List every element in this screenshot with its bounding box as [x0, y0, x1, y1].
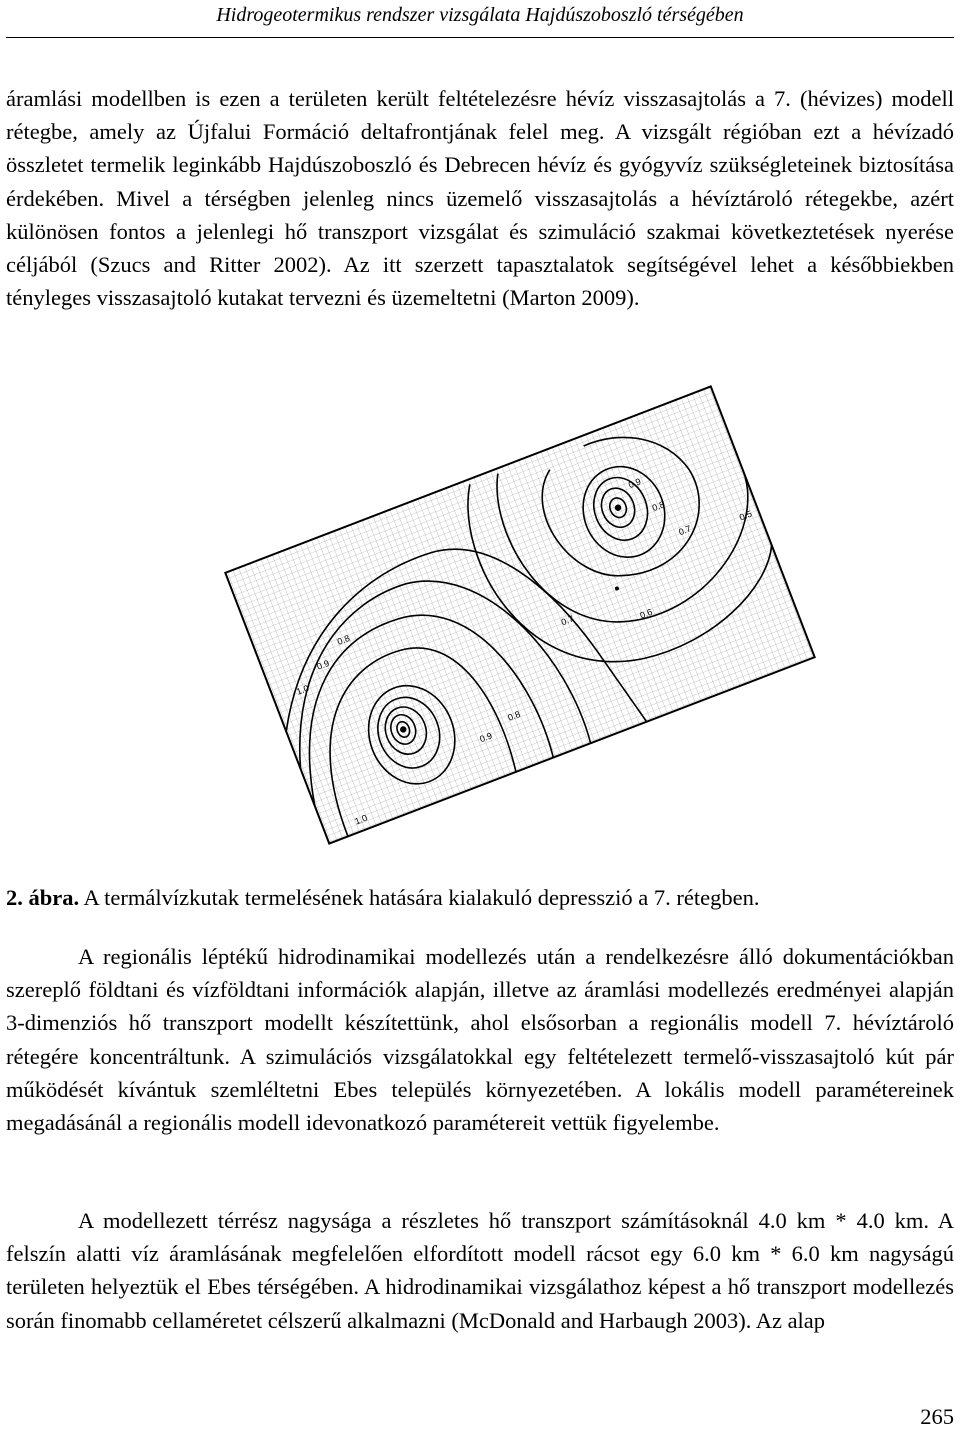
contour-label: 0.7	[677, 523, 693, 538]
paragraph-1: áramlási modellben is ezen a területen került feltételezésre hévíz visszasajtolás a 7. (hévizes) modell rétegbe, amely az Újfalui Formáció deltafrontjának felel meg. A vizsgált régióban ezt a hévízadó összletet termelik leginkább Hajdúszoboszló és Debrecen hévíz és gyógyvíz szükségleteinek biztosítása érdekében. Mivel a térségben jelenleg nincs üzemelő visszasajtolás a hévíztároló rétegekbe, azért különösen fontos a jelenlegi hő transzport vizsgálat és szimuláció szakmai következtetések nyerése céljából (Szucs and Ritter 2002). Az itt szerzett tapasztalatok segítségével lehet a későbbiekben tényleges visszasajtoló kutakat tervezni és üzemeltetni (Marton 2009).	[6, 86, 954, 311]
contour-label: 1.0	[295, 682, 311, 697]
contour-label: 0.9	[315, 657, 331, 672]
contour-label: 0.8	[650, 499, 667, 514]
page-number: 265	[920, 1404, 954, 1429]
header-rule	[6, 37, 954, 38]
figure-caption	[6, 882, 954, 914]
contour-label: 0.7	[559, 613, 575, 628]
paragraph-3: A modellezett térrész nagysága a részletes hő transzport számításoknál 4.0 km * 4.0 km. A felszín alatti víz áramlásának megfelelően elfordított modell rácsot egy 6.0 km * 6.0 km nagyságú területen helyeztük el Ebes térségében. A hidrodinamikai vizsgálathoz képest a hő transzport modellezés során finomabb cellaméretet célszerű alkalmazni (McDonald and Harbaugh 2003). Az alap	[6, 1208, 954, 1333]
contour-map-figure	[220, 380, 820, 850]
paragraph-2: A regionális léptékű hidrodinamikai modellezés után a rendelkezésre álló dokumentációkban szereplő földtani és vízföldtani információk alapján, illetve az áramlási modellezés eredményei alapján 3-dimenziós hő transzport modellt készítettünk, ahol elsősorban a regionális modell 7. hévíztároló rétegére koncentráltunk. A szimulációs vizsgálatokkal egy feltételezett termelő-visszasajtoló kút pár működését kívántuk szemléltetni Ebes település környezetében. A lokális modell paramétereinek megadásánál a regionális modell idevonatkozó paramétereit vettük figyelembe.	[6, 944, 954, 1136]
contour-label: 0.6	[638, 606, 654, 621]
running-header: Hidrogeotermikus rendszer vizsgálata Hajdúszoboszló térségében	[216, 4, 744, 26]
contour-label: 1.0	[353, 812, 369, 827]
contour-label: 0.5	[737, 508, 754, 523]
caption-text: A termálvízkutak termelésének hatására kialakuló depresszió a 7. rétegben.	[79, 885, 760, 910]
contour-label: 0.9	[626, 476, 643, 491]
contour-label: 0.9	[478, 730, 494, 745]
figure-number: 2. ábra.	[6, 885, 80, 910]
contour-label: 0.8	[335, 633, 352, 647]
contour-label: 0.8	[506, 708, 522, 723]
model-grid	[225, 386, 814, 843]
